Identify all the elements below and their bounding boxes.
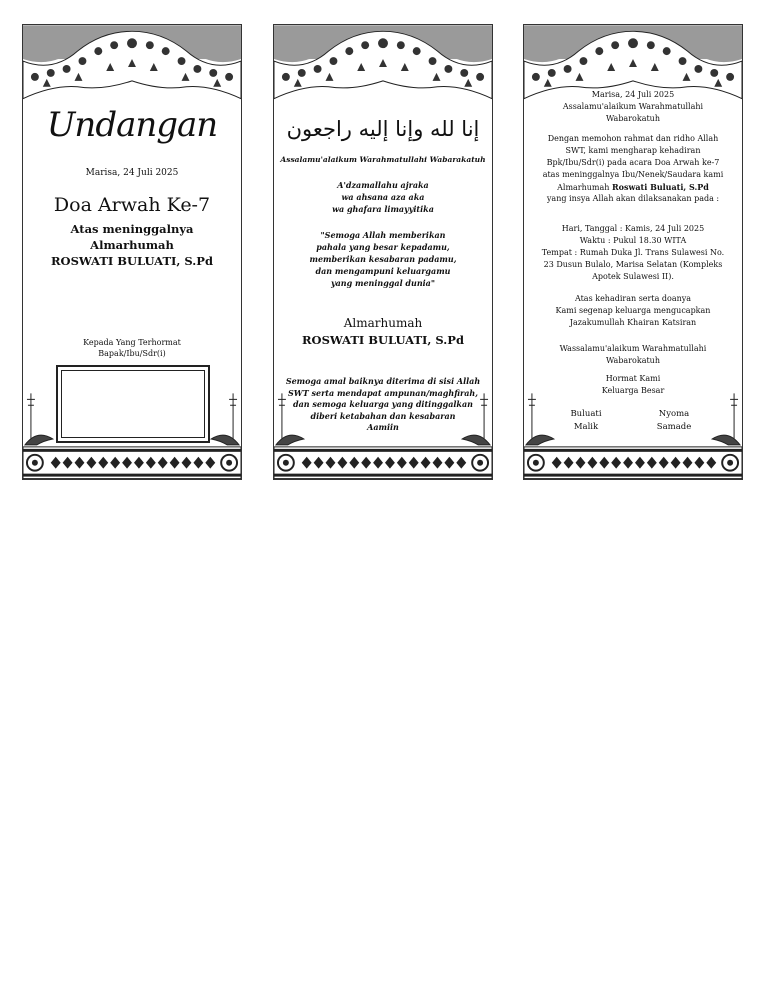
closing-line: diberi ketabahan dan kesabaran [310,410,456,421]
intro-line: Dengan memohon rahmat dan ridho Allah [547,134,719,143]
intro-line: SWT, kami mengharap kehadiran [565,146,701,155]
sign-right-line2: Samade [656,422,692,432]
detail-line: 23 Dusun Bulalo, Marisa Selatan (Kompleks [543,260,723,269]
event-details-card [523,24,743,480]
intro-name-prefix: Almarhumah [557,183,612,192]
closing-line: SWT serta mendapat ampunan/maghfirah, [287,387,479,398]
quote-line: memberikan kesabaran padamu, [309,254,457,264]
thanks-line: Atas kehadiran serta doanya [574,294,692,303]
quote-line: yang meninggal dunia" [330,278,436,288]
cover-date: Marisa, 24 Juli 2025 [85,168,179,178]
deceased-name: ROSWATI BULUATI, S.Pd [302,333,464,347]
closing-line: Aamiin [367,422,399,432]
intro-name: Roswati Buluati, S.Pd [611,182,709,192]
top-ornament [23,25,241,105]
salam-line: Wabarokatuh [606,114,660,123]
event-title: Doa Arwah Ke-7 [53,194,211,216]
bottom-ornament [274,389,492,479]
sign-right-line1: Nyoma [658,409,690,419]
intro-line: Bpk/Ibu/Sdr(i) pada acara Doa Arwah ke-7 [546,158,720,167]
recipient-line1: Kepada Yang Terhormat [83,338,181,347]
salam: Assalamu'alaikum Warahmatullahi Wabarakatuh [280,155,486,164]
subtitle-line1: Atas meninggalnya [70,222,194,236]
intro-line: atas meninggalnya Ibu/Nenek/Saudara kami [542,170,724,179]
details-date: Marisa, 24 Juli 2025 [591,90,675,99]
quote-line: "Semoga Allah memberikan [320,230,446,240]
thanks-line: Jazakumullah Khairan Katsiran [569,318,697,327]
condolence-card [273,24,493,480]
almarhumah-label: Almarhumah [343,316,423,330]
detail-line: Tempat : Rumah Duka Jl. Trans Sulawesi No. [541,248,725,257]
doa-line: A'dzamallahu ajraka [337,180,429,190]
deceased-name: ROSWATI BULUATI, S.Pd [51,254,213,268]
detail-line: Hari, Tanggal : Kamis, 24 Juli 2025 [561,224,705,233]
sign-left-line2: Malik [573,422,599,432]
subtitle-line2: Almarhumah [90,238,174,252]
quote-line: pahala yang besar kepadamu, [316,242,450,252]
wassalam-line: Wabarokatuh [606,356,660,365]
intro-last: yang insya Allah akan dilaksanakan pada : [546,194,720,203]
bottom-ornament [23,389,241,479]
sign-left-line1: Buluati [570,409,602,419]
bottom-ornament [524,389,742,479]
closing-line: Semoga amal baiknya diterima di sisi Allah [285,376,481,386]
script-title: Undangan [46,105,218,145]
invitation-cover-card [22,24,242,480]
closing-line: dan semoga keluarga yang ditinggalkan [293,399,473,409]
detail-line: Waktu : Pukul 18.30 WITA [579,236,687,245]
quote-line: dan mengampuni keluargamu [315,266,451,276]
doa-line: wa ahsana aza aka [341,192,425,202]
wassalam-line: Wassalamu'alaikum Warahmatullahi [559,344,707,353]
regards-line: Keluarga Besar [601,386,665,395]
recipient-line2: Bapak/Ibu/Sdr(i) [98,349,166,358]
thanks-line: Kami segenap keluarga mengucapkan [555,306,711,315]
arabic-calligraphy: إنا لله وإنا إليه راجعون [286,117,480,141]
detail-line: Apotek Sulawesi II). [592,272,674,281]
doa-line: wa ghafara limayyitika [332,204,434,214]
regards-line: Hormat Kami [605,374,661,383]
top-ornament [274,25,492,105]
salam-line: Assalamu'alaikum Warahmatullahi [562,102,704,111]
